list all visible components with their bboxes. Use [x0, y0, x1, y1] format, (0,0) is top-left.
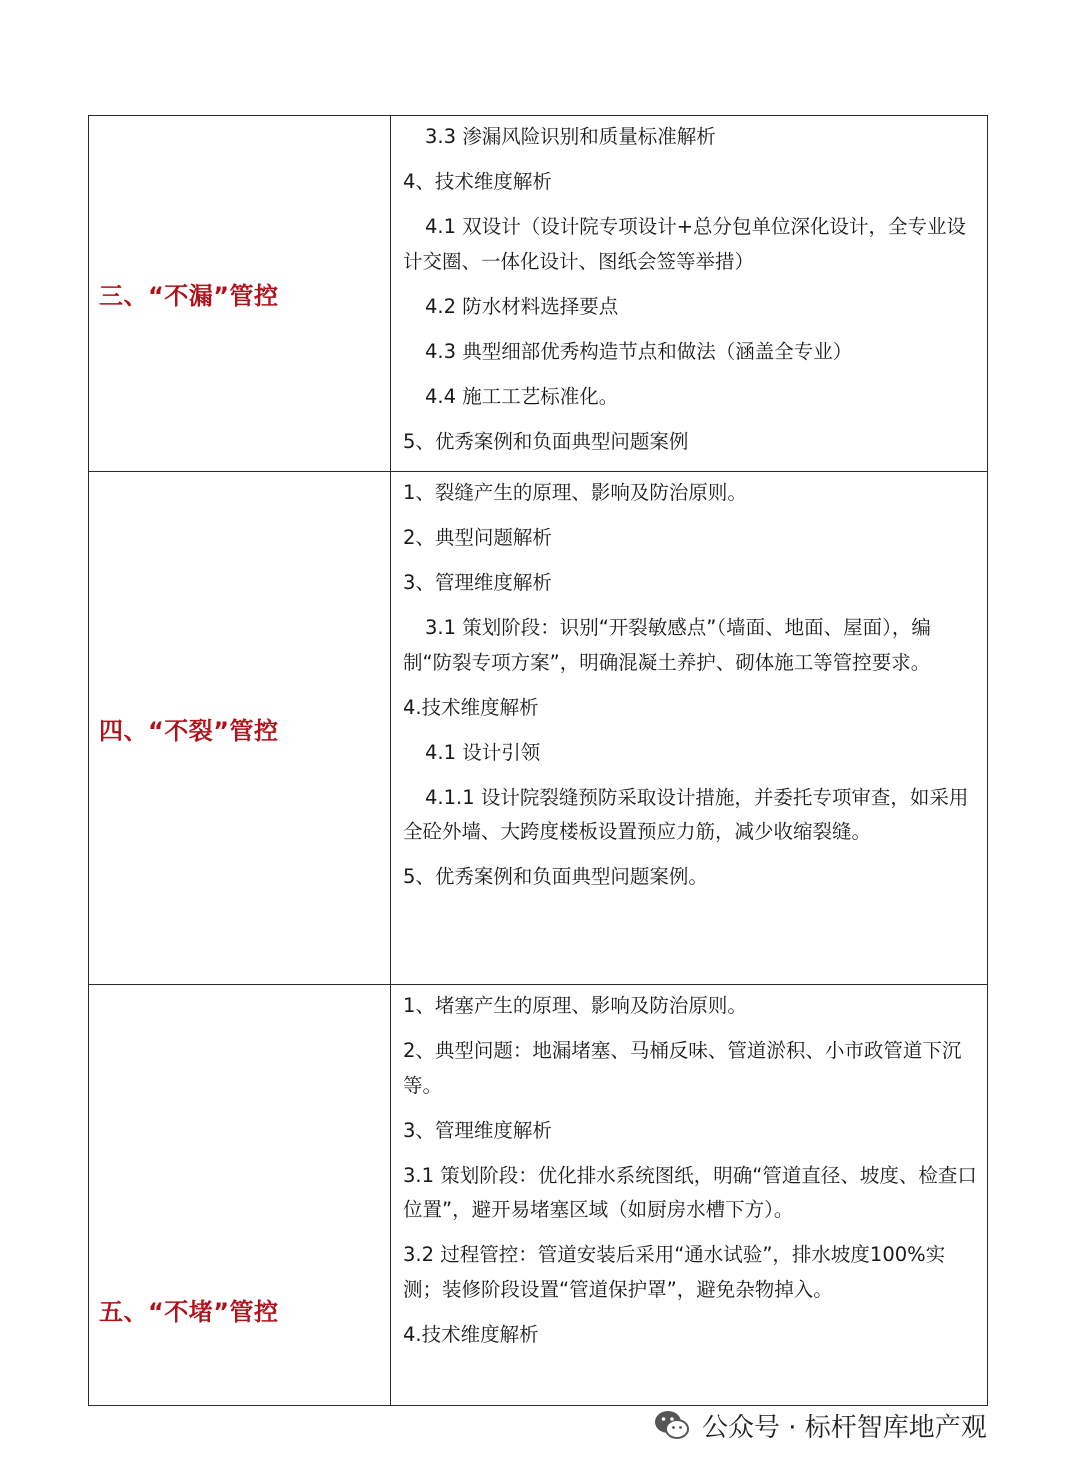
content-line: 3.3 渗漏风险识别和质量标准解析 [425, 125, 716, 148]
section-title-cell [89, 472, 391, 985]
content-line: 4.4 施工工艺标准化。 [425, 384, 619, 408]
content-line: 3、管理维度解析 [403, 571, 552, 594]
content-line: 5、优秀案例和负面典型问题案例。 [403, 865, 708, 888]
content-line: 4.1 双设计（设计院专项设计+总分包单位深化设计，全专业设计交圈、一体化设计、图纸会签等举措） [403, 215, 967, 273]
content-line: 3.2 过程管控：管道安装后采用“通水试验”，排水坡度100%实测；装修阶段设置“管道保护罩”，避免杂物掉入。 [403, 1243, 946, 1301]
content-line: 4.1 设计引领 [425, 740, 541, 764]
content-line: 4.技术维度解析 [403, 1322, 539, 1346]
section-title-cell [89, 985, 391, 1406]
footer-watermark [652, 1403, 987, 1447]
table-row [89, 116, 988, 472]
content-line: 2、典型问题解析 [403, 526, 552, 549]
table-row [89, 985, 988, 1406]
section-content-cell [391, 116, 988, 472]
section-content-cell [391, 472, 988, 985]
content-line: 1、堵塞产生的原理、影响及防治原则。 [403, 994, 747, 1017]
content-line: 4.3 典型细部优秀构造节点和做法（涵盖全专业） [425, 339, 853, 363]
section-content-cell [391, 985, 988, 1406]
content-line: 4.2 防水材料选择要点 [425, 294, 619, 318]
section-title: 四、“不裂”管控 [99, 716, 279, 745]
section-title-cell [89, 116, 391, 472]
wechat-icon [652, 1405, 692, 1445]
content-line: 5、优秀案例和负面典型问题案例 [403, 429, 689, 453]
footer-text: 公众号 · 标杆智库地产观 [702, 1412, 987, 1443]
content-line: 3.1 策划阶段：识别“开裂敏感点”（墙面、地面、屋面），编制“防裂专项方案”，明确混凝土养护、砌体施工等管控要求。 [403, 616, 931, 674]
content-line: 3、管理维度解析 [403, 1118, 552, 1142]
section-title: 五、“不堵”管控 [99, 1298, 279, 1326]
content-line: 4.1.1 设计院裂缝预防采取设计措施，并委托专项审查，如采用全砼外墙、大跨度楼板设置预应力筋，减少收缩裂缝。 [403, 785, 969, 843]
content-line: 4、技术维度解析 [403, 170, 552, 193]
content-table [88, 115, 988, 1406]
content-line: 4.技术维度解析 [403, 695, 539, 719]
table-row [89, 472, 988, 985]
content-line: 3.1 策划阶段：优化排水系统图纸，明确“管道直径、坡度、检查口位置”，避开易堵塞区域（如厨房水槽下方）。 [403, 1163, 977, 1221]
content-line: 1、裂缝产生的原理、影响及防治原则。 [403, 481, 747, 504]
content-line: 2、典型问题：地漏堵塞、马桶反味、管道淤积、小市政管道下沉等。 [403, 1039, 962, 1097]
section-title: 三、“不漏”管控 [99, 282, 279, 310]
